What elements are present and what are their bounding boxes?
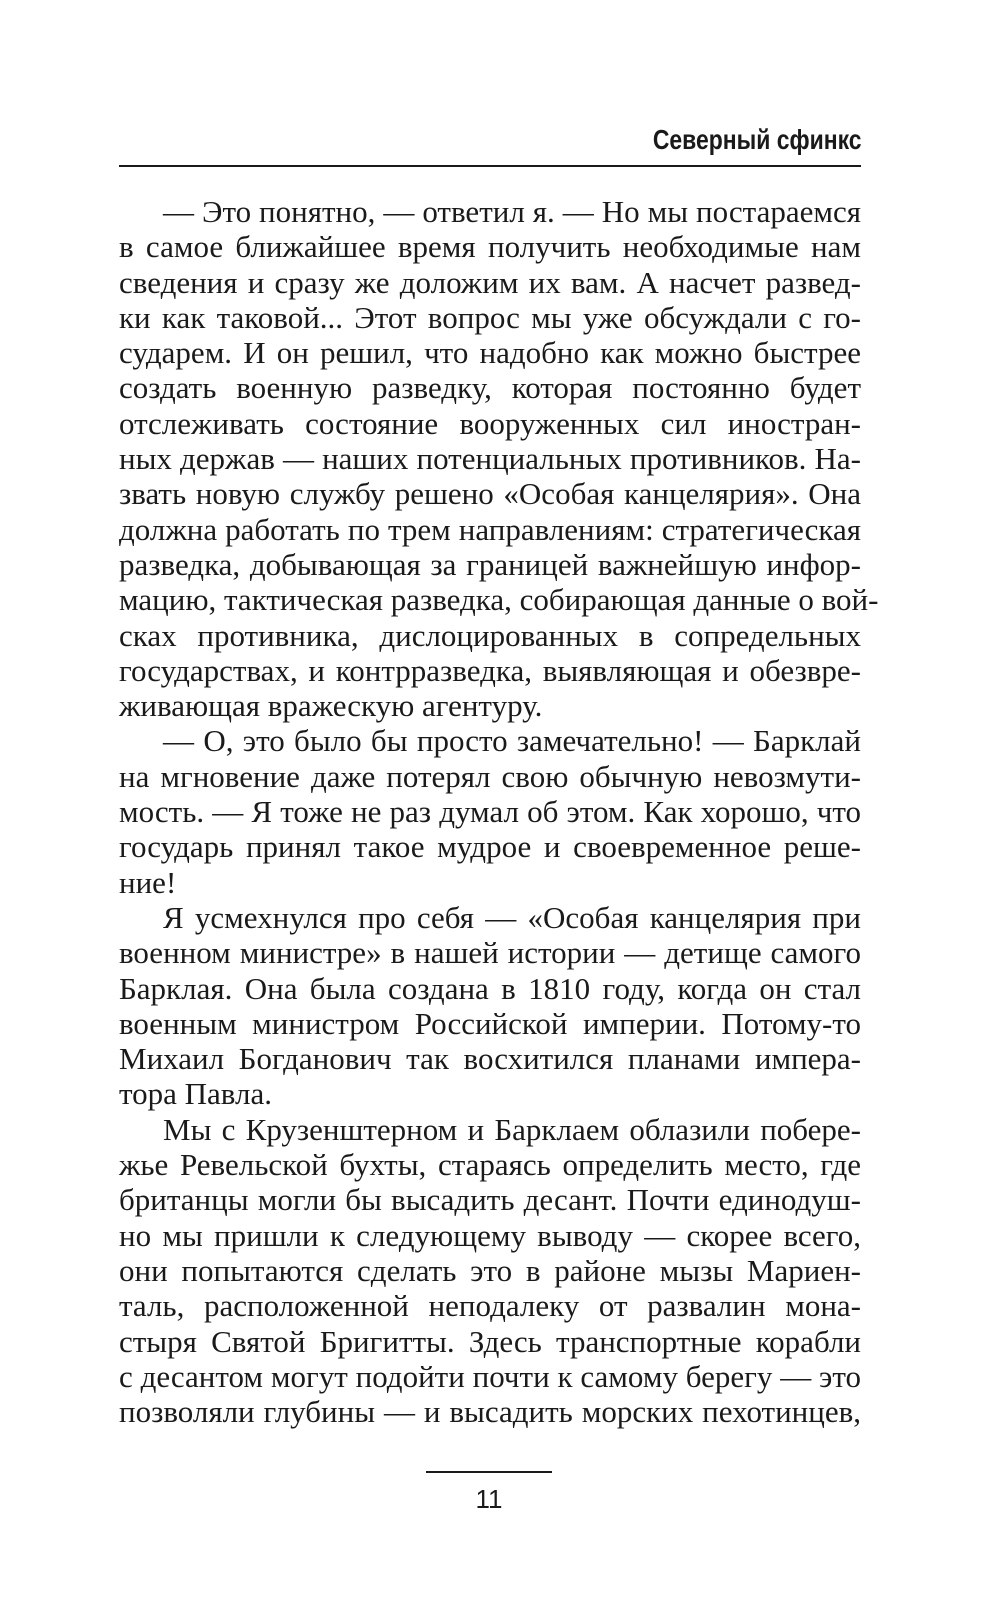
text-line: стыря Святой Бригитты. Здесь транспортные корабли xyxy=(119,1323,861,1359)
text-line: таль, расположенной неподалеку от развалин мона- xyxy=(119,1288,861,1324)
footer-rule xyxy=(426,1471,552,1473)
text-line: ки как таковой... Этот вопрос мы уже обсуждали с го- xyxy=(119,299,861,335)
text-line: должна работать по трем направлениям: стратегическая xyxy=(119,511,861,547)
text-line: британцы могли бы высадить десант. Почти единодуш- xyxy=(119,1182,861,1218)
text-line: Мы с Крузенштерном и Барклаем облазили побере- xyxy=(163,1111,861,1147)
text-line: звать новую службу решено «Особая канцелярия». Она xyxy=(119,476,861,512)
text-line: государствах, и контрразведка, выявляющая и обезвре- xyxy=(119,652,861,688)
text-line: на мгновение даже потерял свою обычную невозмути- xyxy=(119,758,861,794)
header-rule xyxy=(119,165,861,167)
text-line: живающая вражескую агентуру. xyxy=(119,688,543,724)
text-line: сударем. И он решил, что надобно как можно быстрее xyxy=(119,335,861,371)
text-line: — О, это было бы просто замечательно! — Барклай xyxy=(163,723,861,759)
text-line: Я усмехнулся про себя — «Особая канцелярия при xyxy=(163,899,861,935)
text-line: тора Павла. xyxy=(119,1076,273,1112)
page-number: 11 xyxy=(475,1484,503,1514)
text-line: с десантом могут подойти почти к самому берегу — это xyxy=(119,1358,861,1394)
text-line: но мы пришли к следующему выводу — скорее всего, xyxy=(119,1217,861,1253)
text-line: — Это понятно, — ответил я. — Но мы постараемся xyxy=(163,194,861,229)
text-line: разведка, добывающая за границей важнейшую инфор- xyxy=(119,546,861,582)
text-line: государь принял такое мудрое и своевременное реше- xyxy=(119,829,861,865)
text-line: ние! xyxy=(119,864,177,900)
text-line: создать военную разведку, которая постоянно будет xyxy=(119,370,861,406)
text-line: позволяли глубины — и высадить морских пехотинцев, xyxy=(119,1394,861,1430)
text-line: отслеживать состояние вооруженных сил иностран- xyxy=(119,405,861,441)
text-line: сках противника, дислоцированных в сопредельных xyxy=(119,617,861,653)
text-line: жье Ревельской бухты, стараясь определить место, где xyxy=(119,1147,861,1183)
text-line: военном министре» в нашей истории — детище самого xyxy=(119,935,861,971)
text-line: в самое ближайшее время получить необходимые нам xyxy=(119,229,861,265)
text-line: мацию, тактическая разведка, собирающая данные о вой- xyxy=(119,582,879,618)
running-title: Северный сфинкс xyxy=(653,124,862,155)
text-line: ных держав — наших потенциальных противников. На- xyxy=(119,441,861,477)
text-line: сведения и сразу же доложим их вам. А насчет развед- xyxy=(119,264,861,300)
text-line: они попытаются сделать это в районе мызы Мариен- xyxy=(119,1252,861,1288)
body-text xyxy=(119,194,879,1430)
text-line: Барклая. Она была создана в 1810 году, когда он стал xyxy=(119,970,861,1006)
text-line: военным министром Российской империи. Потому-то xyxy=(119,1005,861,1041)
text-line: мость. — Я тоже не раз думал об этом. Как хорошо, что xyxy=(119,794,861,830)
text-line: Михаил Богданович так восхитился планами импера- xyxy=(119,1041,861,1077)
